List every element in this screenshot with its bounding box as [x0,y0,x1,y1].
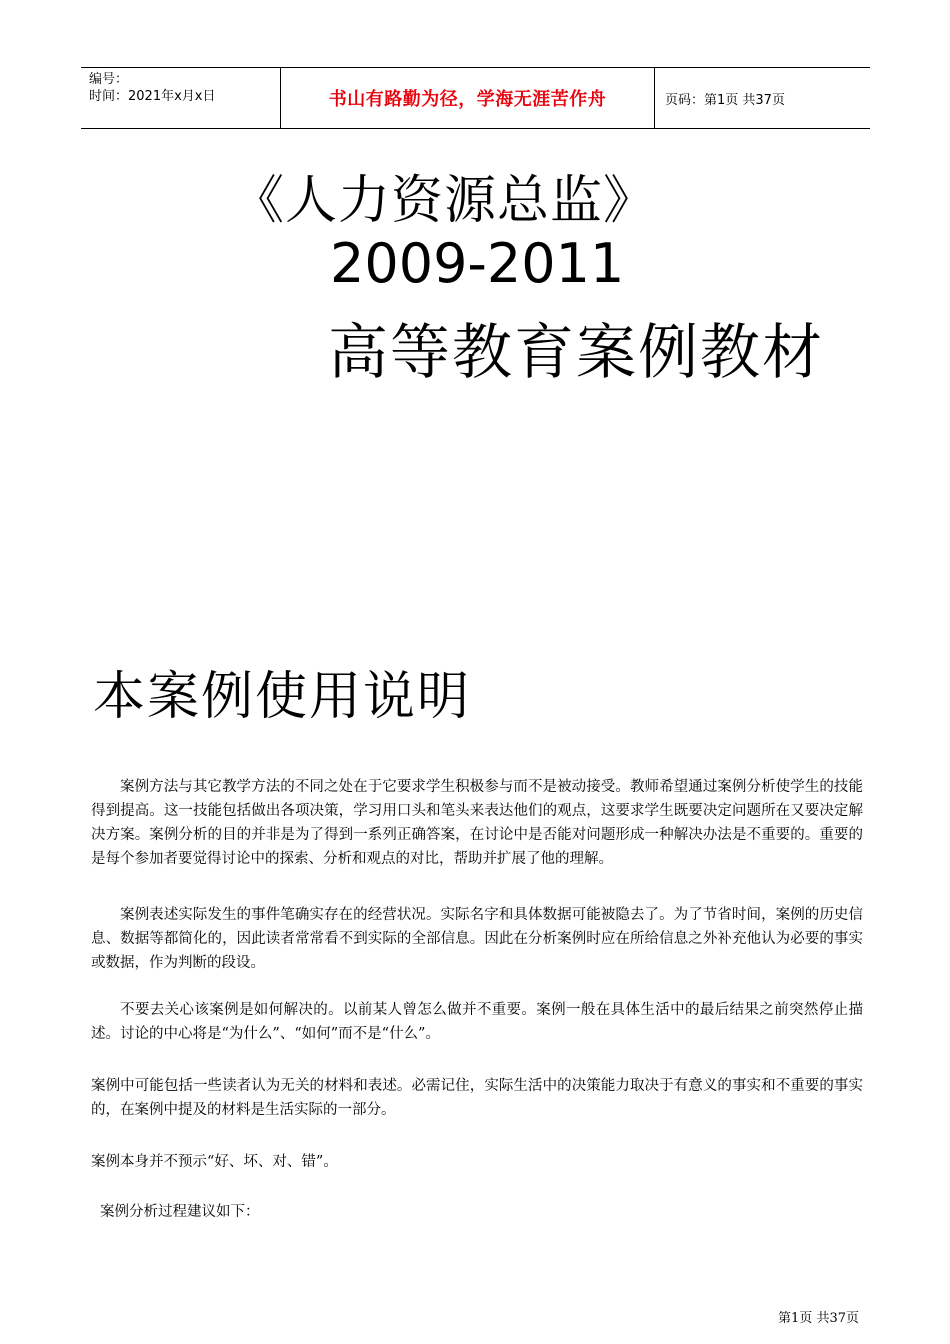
page-footer: 第1页 共37页 [778,1311,859,1326]
title-line-3: 高等教育案例教材 [328,318,824,388]
time-label: 时间：2021年x月x日 [89,89,216,104]
paragraph-5: 案例本身并不预示“好、坏、对、错”。 [91,1154,338,1170]
paragraph-3: 不要去关心该案例是如何解决的。以前某人曾怎么做并不重要。案例一般在具体生活中的最后结果之前突然停止描述。讨论的中心将是“为什么”、“如何”而不是“什么”。 [91,1002,863,1042]
paragraph-2: 案例表述实际发生的事件笔确实存在的经营状况。实际名字和具体数据可能被隐去了。为了节省时间，案例的历史信息、数据等都简化的，因此读者常常看不到实际的全部信息。因此在分析案例时应在所给信息之外补充他认为必要的事实或数据，作为判断的段设。 [91,907,863,971]
page-header [81,67,870,129]
header-motto: 书山有路勤为径，学海无涯苦作舟 [281,68,655,128]
paragraph-1: 案例方法与其它教学方法的不同之处在于它要求学生积极参与而不是被动接受。教师希望通过案例分析使学生的技能得到提高。这一技能包括做出各项决策，学习用口头和笔头来表达他们的观点，这要求学生既要决定问题所在又要决定解决方案。案例分析的目的并非是为了得到一系列正确答案，在讨论中是否能对问题形成一种解决办法是不重要的。重要的是每个参加者要觉得讨论中的探索、分析和观点的对比，帮助并扩展了他的理解。 [91,779,863,867]
number-label: 编号： [89,72,129,87]
paragraph-4: 案例中可能包括一些读者认为无关的材料和表述。必需记住，实际生活中的决策能力取决于有意义的事实和不重要的事实的，在案例中提及的材料是生活实际的一部分。 [91,1078,863,1118]
header-meta [81,68,281,128]
title-line-2: 2009-2011 [330,232,625,295]
section-heading: 本案例使用说明 [93,667,472,727]
header-page-info: 页码：第1页 共37页 [665,92,785,108]
paragraph-6: 案例分析过程建议如下： [100,1204,260,1220]
title-line-1: 《人力资源总监》 [232,171,657,231]
